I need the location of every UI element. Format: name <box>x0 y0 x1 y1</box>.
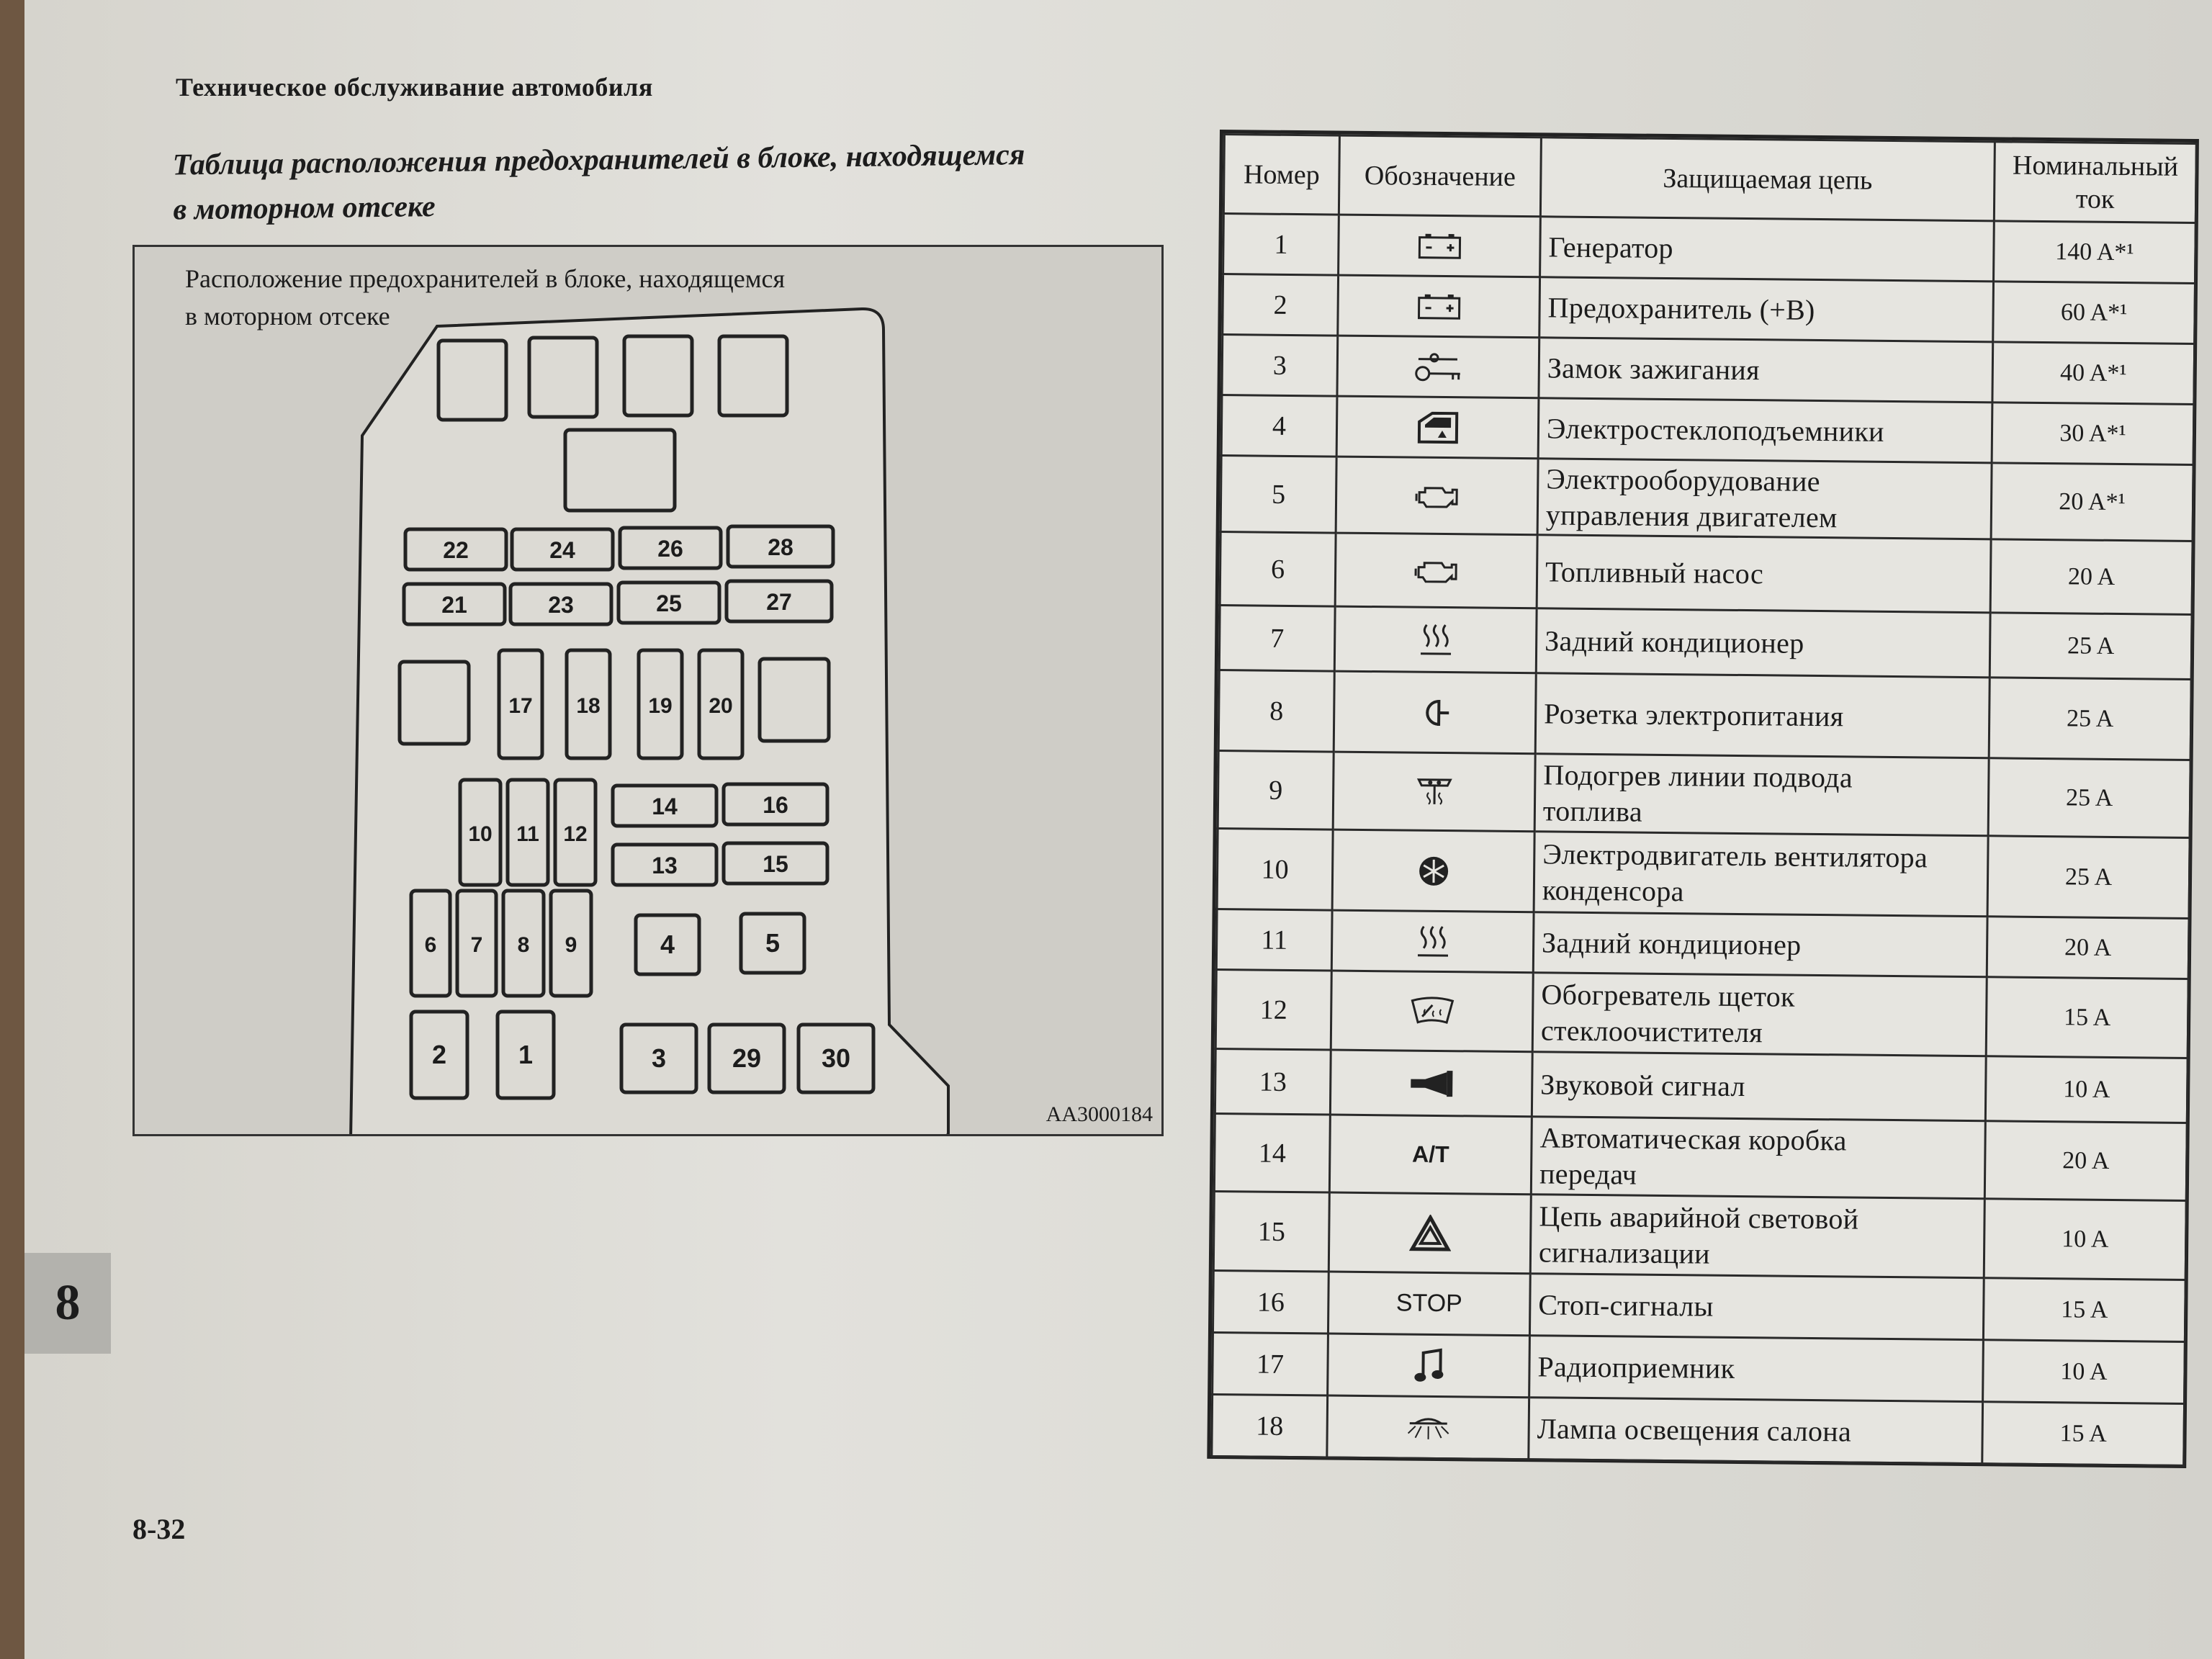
music-note-icon <box>1328 1334 1530 1398</box>
circuit-line-1: Розетка электропитания <box>1544 696 1844 732</box>
header-symbol: Обозначение <box>1339 135 1541 217</box>
fuse-number: 3 <box>1222 335 1338 397</box>
protected-circuit <box>1537 535 1991 613</box>
rated-current: 15 A <box>1986 977 2188 1058</box>
fuse-slot-22 <box>405 529 506 570</box>
blank-slot <box>565 430 675 511</box>
chapter-tab <box>24 1253 111 1354</box>
snowflake-fan-icon <box>1332 830 1534 912</box>
fuse-slot-17 <box>499 650 542 758</box>
diagram-caption <box>185 260 977 335</box>
fuse-slot-number: 27 <box>766 589 792 615</box>
circuit-line-2: конденсора <box>1542 873 1684 907</box>
fuse-number: 17 <box>1213 1332 1328 1395</box>
rated-current: 10 A <box>1984 1199 2186 1280</box>
circuit-line-1: Замок зажигания <box>1547 351 1761 386</box>
fuse-box-diagram <box>132 245 1164 1136</box>
protected-circuit <box>1530 1195 1984 1278</box>
fuse-table-row <box>1213 1270 2185 1341</box>
header-current <box>1994 142 2196 223</box>
fuse-slot-number: 3 <box>651 1043 667 1073</box>
fuse-number: 12 <box>1215 970 1331 1051</box>
chapter-number: 8 <box>55 1275 81 1331</box>
fuse-slot-number: 2 <box>431 1040 447 1069</box>
blank-slot <box>624 336 692 415</box>
fuse-slot-number: 15 <box>763 851 788 877</box>
header-number: Номер <box>1223 135 1339 215</box>
power-socket-icon <box>1334 671 1536 754</box>
circuit-line-1: Лампа освещения салона <box>1537 1411 1852 1448</box>
circuit-line-2: управления двигателем <box>1545 498 1838 534</box>
protected-circuit <box>1539 277 1994 342</box>
diagram-caption-line-1: Расположение предохранителей в блоке, находящемся <box>185 264 786 293</box>
fuse-slot-30 <box>799 1025 873 1092</box>
fuse-slot-1 <box>498 1012 554 1098</box>
fuse-slot-5 <box>741 914 804 973</box>
fuse-slot-number: 4 <box>660 930 675 959</box>
circuit-line-1: Электростеклоподъемники <box>1546 411 1885 448</box>
engine-icon <box>1336 457 1538 535</box>
fuse-slot-number: 24 <box>549 537 575 563</box>
battery-icon <box>1338 275 1540 338</box>
fuse-slot-14 <box>613 786 716 826</box>
symbol-text: STOP <box>1395 1289 1463 1318</box>
fuse-slot-number: 10 <box>468 822 493 846</box>
fuse-slot-number: 1 <box>518 1040 534 1069</box>
fuse-number: 14 <box>1214 1113 1330 1192</box>
fuse-slot-8 <box>503 891 544 996</box>
fuse-slot-26 <box>620 528 721 568</box>
diagram-caption-line-2: в моторном отсеке <box>185 302 390 331</box>
fuse-slot-number: 28 <box>768 534 793 560</box>
fuse-number: 18 <box>1212 1394 1328 1457</box>
rated-current: 10 A <box>1985 1056 2188 1123</box>
section-title <box>172 130 1181 232</box>
fuse-table-row <box>1223 274 2195 344</box>
fuse-number: 8 <box>1218 670 1334 752</box>
protected-circuit <box>1534 754 1989 836</box>
diagram-code: AA3000184 <box>1046 1102 1153 1126</box>
fuse-table-row <box>1217 829 2190 919</box>
fuse-slot-number: 11 <box>516 822 539 846</box>
blank-slot <box>719 336 787 415</box>
circuit-line-1: Задний кондиционер <box>1541 925 1802 961</box>
fuse-table-row <box>1222 335 2195 405</box>
fuse-slot-number: 8 <box>517 933 530 957</box>
rated-current: 40 A*¹ <box>1992 342 2195 405</box>
fuse-slot-3 <box>621 1025 696 1092</box>
protected-circuit <box>1529 1274 1984 1340</box>
fuse-box-drawing <box>135 247 1161 1134</box>
fuse-slot-number: 20 <box>709 694 733 718</box>
header-current-line-2: ток <box>2075 183 2115 215</box>
fuse-slot-15 <box>724 843 827 884</box>
fuse-slot-number: 12 <box>563 822 588 846</box>
circuit-line-1: Задний кондиционер <box>1544 624 1804 660</box>
protected-circuit <box>1529 1336 1984 1402</box>
protected-circuit <box>1539 338 1993 403</box>
fuse-slot-number: 13 <box>652 853 678 878</box>
circuit-line-2: стеклоочистителя <box>1540 1013 1763 1048</box>
page-number: 8-32 <box>132 1513 186 1545</box>
blank-slot <box>529 338 597 417</box>
circuit-line-1: Предохранитель (+B) <box>1547 290 1815 326</box>
fuse-table-row <box>1216 909 2189 979</box>
circuit-line-1: Обогреватель щеток <box>1541 977 1795 1013</box>
rated-current: 140 A*¹ <box>1994 221 2196 284</box>
circuit-line-1: Автоматическая коробка <box>1539 1120 1847 1156</box>
protected-circuit <box>1533 912 1987 977</box>
protected-circuit <box>1532 973 1987 1056</box>
rated-current: 25 A <box>1990 613 2192 680</box>
fuse-table-row <box>1215 970 2188 1058</box>
fuse-number: 4 <box>1221 395 1337 457</box>
heat-waves-icon <box>1334 606 1537 673</box>
table-header-row <box>1223 135 2196 223</box>
rated-current: 10 A <box>1983 1340 2185 1404</box>
fuse-table-row <box>1218 670 2191 760</box>
fuse-slot-23 <box>511 584 611 624</box>
circuit-line-1: Генератор <box>1548 230 1674 264</box>
fuse-table-row <box>1223 214 2196 284</box>
fuse-table-row <box>1221 395 2194 465</box>
circuit-line-2: топлива <box>1542 793 1643 828</box>
fuse-number: 2 <box>1223 274 1339 336</box>
fuse-slot-6 <box>411 891 450 996</box>
fuse-slot-number: 17 <box>508 694 533 718</box>
heat-waves-icon <box>1331 910 1534 973</box>
fuse-slot-number: 14 <box>652 793 678 819</box>
circuit-line-1: Подогрев линии подвода <box>1543 757 1853 793</box>
section-title-line-1: Таблица расположения предохранителей в блоке, находящемся <box>172 138 1025 182</box>
protected-circuit <box>1537 459 1992 539</box>
fuse-slot-number: 16 <box>763 792 788 818</box>
fuse-number: 9 <box>1218 751 1334 830</box>
fuse-number: 7 <box>1219 606 1335 672</box>
circuit-line-2: передач <box>1539 1156 1637 1191</box>
fuse-table-row <box>1219 606 2192 680</box>
fuse-slot-19 <box>639 650 682 758</box>
fuse-slot-number: 18 <box>576 694 601 718</box>
protected-circuit <box>1532 1052 1986 1121</box>
fuse-slot-number: 25 <box>656 590 682 616</box>
fuse-table-body <box>1212 214 2196 1466</box>
ignition-key-icon <box>1337 336 1539 398</box>
fuse-slot-number: 30 <box>821 1043 851 1073</box>
fuse-table <box>1210 133 2198 1467</box>
a-t-text <box>1329 1115 1532 1195</box>
fuse-number: 5 <box>1220 456 1336 534</box>
fuse-slot-number: 7 <box>470 933 483 957</box>
fuse-slot-18 <box>567 650 610 758</box>
fuse-slot-16 <box>724 784 827 824</box>
fuse-slot-number: 19 <box>648 694 673 718</box>
fuse-number: 13 <box>1215 1049 1331 1115</box>
fuse-slot-10 <box>460 780 500 885</box>
circuit-line-1: Цепь аварийной световой <box>1539 1199 1859 1236</box>
fuse-slot-12 <box>555 780 595 885</box>
rated-current: 20 A <box>1987 917 2189 979</box>
fuse-number: 6 <box>1220 532 1336 607</box>
battery-icon <box>1339 215 1541 277</box>
fuse-table-frame <box>1207 130 2199 1468</box>
fuse-number: 10 <box>1217 829 1333 911</box>
fuse-slot-number: 22 <box>443 537 469 563</box>
protected-circuit <box>1534 832 1988 917</box>
protected-circuit <box>1535 673 1990 758</box>
blank-slot <box>400 662 469 744</box>
circuit-line-1: Топливный насос <box>1545 554 1764 590</box>
fuse-table-row <box>1212 1394 2185 1465</box>
circuit-line-1: Звуковой сигнал <box>1540 1067 1746 1102</box>
power-window-icon <box>1336 396 1539 459</box>
fuse-slot-number: 9 <box>565 933 577 957</box>
horn-icon <box>1330 1050 1532 1117</box>
blank-slot <box>439 341 506 420</box>
fuse-table-row <box>1220 532 2193 615</box>
protected-circuit <box>1531 1117 1985 1199</box>
circuit-line-1: Электрооборудование <box>1546 462 1821 498</box>
fuse-slot-27 <box>727 581 832 621</box>
rated-current: 20 A <box>1990 539 2193 615</box>
stop-text <box>1328 1272 1530 1336</box>
dome-light-icon <box>1327 1395 1529 1460</box>
fuse-table-row <box>1215 1049 2188 1123</box>
rated-current: 20 A*¹ <box>1991 463 2193 541</box>
fuse-slot-11 <box>508 780 548 885</box>
circuit-line-1: Стоп-сигналы <box>1538 1287 1714 1323</box>
fuse-number: 1 <box>1223 214 1339 276</box>
manual-page <box>24 0 2212 1659</box>
fuse-slot-29 <box>709 1025 784 1092</box>
blank-slot <box>760 659 829 741</box>
fuse-slot-20 <box>699 650 742 758</box>
fuse-slot-7 <box>457 891 496 996</box>
circuit-line-2: сигнализации <box>1538 1235 1711 1270</box>
wiper-heater-icon <box>1331 971 1533 1052</box>
section-title-line-2: в моторном отсеке <box>173 190 436 227</box>
header-circuit: Защищаемая цепь <box>1540 138 1995 221</box>
fuse-slot-21 <box>404 584 505 624</box>
fuse-slot-25 <box>619 583 719 623</box>
protected-circuit <box>1529 1398 1983 1464</box>
rated-current: 30 A*¹ <box>1992 403 2194 465</box>
fuse-slot-2 <box>411 1012 467 1098</box>
fuse-slot-4 <box>636 915 699 974</box>
fuse-number: 11 <box>1216 909 1332 971</box>
running-header: Техническое обслуживание автомобиля <box>176 73 653 102</box>
fuse-table-row <box>1214 1113 2187 1200</box>
fuse-slot-number: 21 <box>441 592 467 618</box>
fuse-slot-24 <box>512 529 613 570</box>
rated-current: 15 A <box>1983 1278 2185 1342</box>
hazard-triangle-icon <box>1328 1192 1531 1274</box>
fuse-slot-number: 23 <box>548 592 574 618</box>
fuse-table-row <box>1218 751 2190 838</box>
rated-current: 25 A <box>1989 678 2191 760</box>
engine-icon <box>1335 533 1537 608</box>
symbol-text: A/T <box>1411 1141 1449 1168</box>
fuse-table-row <box>1220 456 2193 541</box>
fuse-slot-number: 26 <box>657 536 683 562</box>
fuse-slot-number: 29 <box>732 1043 762 1073</box>
fuse-number: 16 <box>1213 1270 1328 1334</box>
protected-circuit <box>1538 398 1992 463</box>
header-current-line-1: Номинальный <box>2012 150 2179 182</box>
fuse-number: 15 <box>1213 1191 1329 1272</box>
rated-current: 25 A <box>1988 758 2190 838</box>
fuse-table-row <box>1213 1191 2186 1280</box>
fuse-slot-number: 5 <box>765 928 781 958</box>
fuse-slot-9 <box>551 891 591 996</box>
circuit-line-1: Электродвигатель вентилятора <box>1542 837 1928 873</box>
fuse-slot-13 <box>613 845 716 885</box>
fuse-slot-number: 6 <box>424 933 437 957</box>
rated-current: 15 A <box>1982 1402 2185 1466</box>
rated-current: 20 A <box>1984 1121 2187 1201</box>
fuel-line-heater-icon <box>1333 752 1535 832</box>
rated-current: 25 A <box>1987 836 2190 919</box>
fuse-table-row <box>1213 1332 2185 1403</box>
fuse-slot-28 <box>728 526 833 567</box>
protected-circuit <box>1540 217 1995 282</box>
protected-circuit <box>1536 608 1990 678</box>
circuit-line-1: Радиоприемник <box>1537 1349 1735 1385</box>
rated-current: 60 A*¹ <box>1993 282 2195 344</box>
